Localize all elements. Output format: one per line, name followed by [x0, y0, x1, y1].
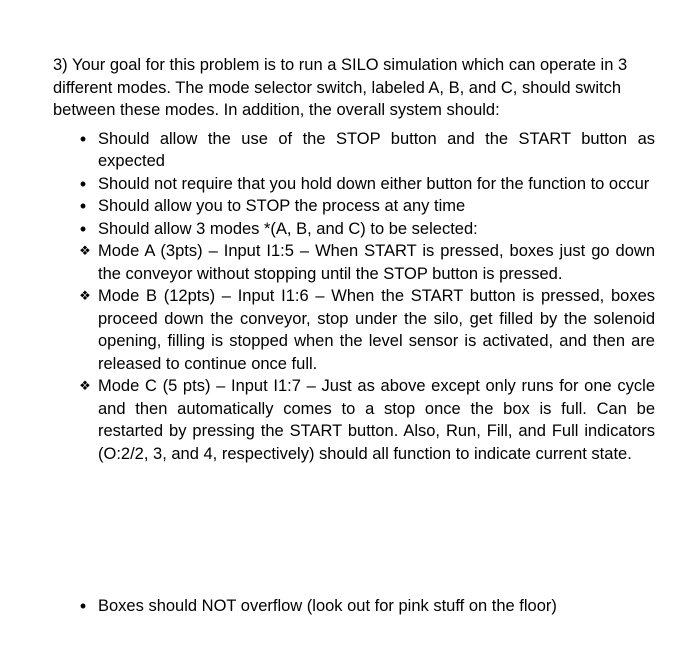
requirement-item — [53, 173, 655, 196]
requirement-text: Should not require that you hold down either button for the function to occur — [98, 174, 650, 193]
bullet-dot-icon: • — [79, 196, 87, 216]
mode-item-c — [53, 375, 655, 465]
requirements-list — [53, 128, 655, 616]
requirement-item — [53, 128, 655, 173]
diamond-bullet-icon: ❖ — [79, 243, 91, 258]
requirement-text: Boxes should NOT overflow (look out for pink stuff on the floor) — [98, 597, 557, 615]
requirement-text: Should allow 3 modes *(A, B, and C) to be selected: — [98, 219, 478, 238]
requirement-item-overflow — [53, 595, 655, 618]
diamond-bullet-icon: ❖ — [79, 288, 91, 303]
bullet-dot-icon: • — [79, 128, 87, 149]
diamond-bullet-icon: ❖ — [79, 378, 91, 393]
document-body — [53, 54, 655, 616]
mode-text: Mode C (5 pts) – Input I1:7 – Just as above except only runs for one cycle and then automatically comes to a stop once the box is full. Can be restarted by pressing the START button. Also, Run, Fill, and Full indicators (O:2/2, 3, and 4, respectively) should all function to indicate current state. — [98, 377, 655, 463]
bullet-dot-icon: • — [79, 218, 87, 239]
problem-intro: 3) Your goal for this problem is to run a SILO simulation which can operate in 3 different modes. The mode selector switch, labeled A, B, and C, should switch between these modes. In addition, the overall system should: — [53, 56, 628, 119]
mode-item-b — [53, 285, 655, 375]
bullet-dot-icon: • — [79, 173, 87, 194]
mode-text: Mode A (3pts) – Input I1:5 – When START is pressed, boxes just go down the conveyor without stopping until the STOP button is pressed. — [98, 242, 655, 283]
requirement-item — [53, 218, 655, 241]
requirement-text: Should allow the use of the STOP button and the START button as expected — [98, 129, 655, 170]
bullet-dot-icon: • — [79, 596, 87, 616]
mode-item-a — [53, 240, 655, 285]
requirement-text: Should allow you to STOP the process at any time — [98, 197, 466, 215]
requirement-item — [53, 195, 655, 218]
mode-text: Mode B (12pts) – Input I1:6 – When the START button is pressed, boxes proceed down the conveyor, stop under the silo, get filled by the solenoid opening, filling is stopped when the level sensor is activated, and then are released to continue once full. — [98, 287, 655, 373]
